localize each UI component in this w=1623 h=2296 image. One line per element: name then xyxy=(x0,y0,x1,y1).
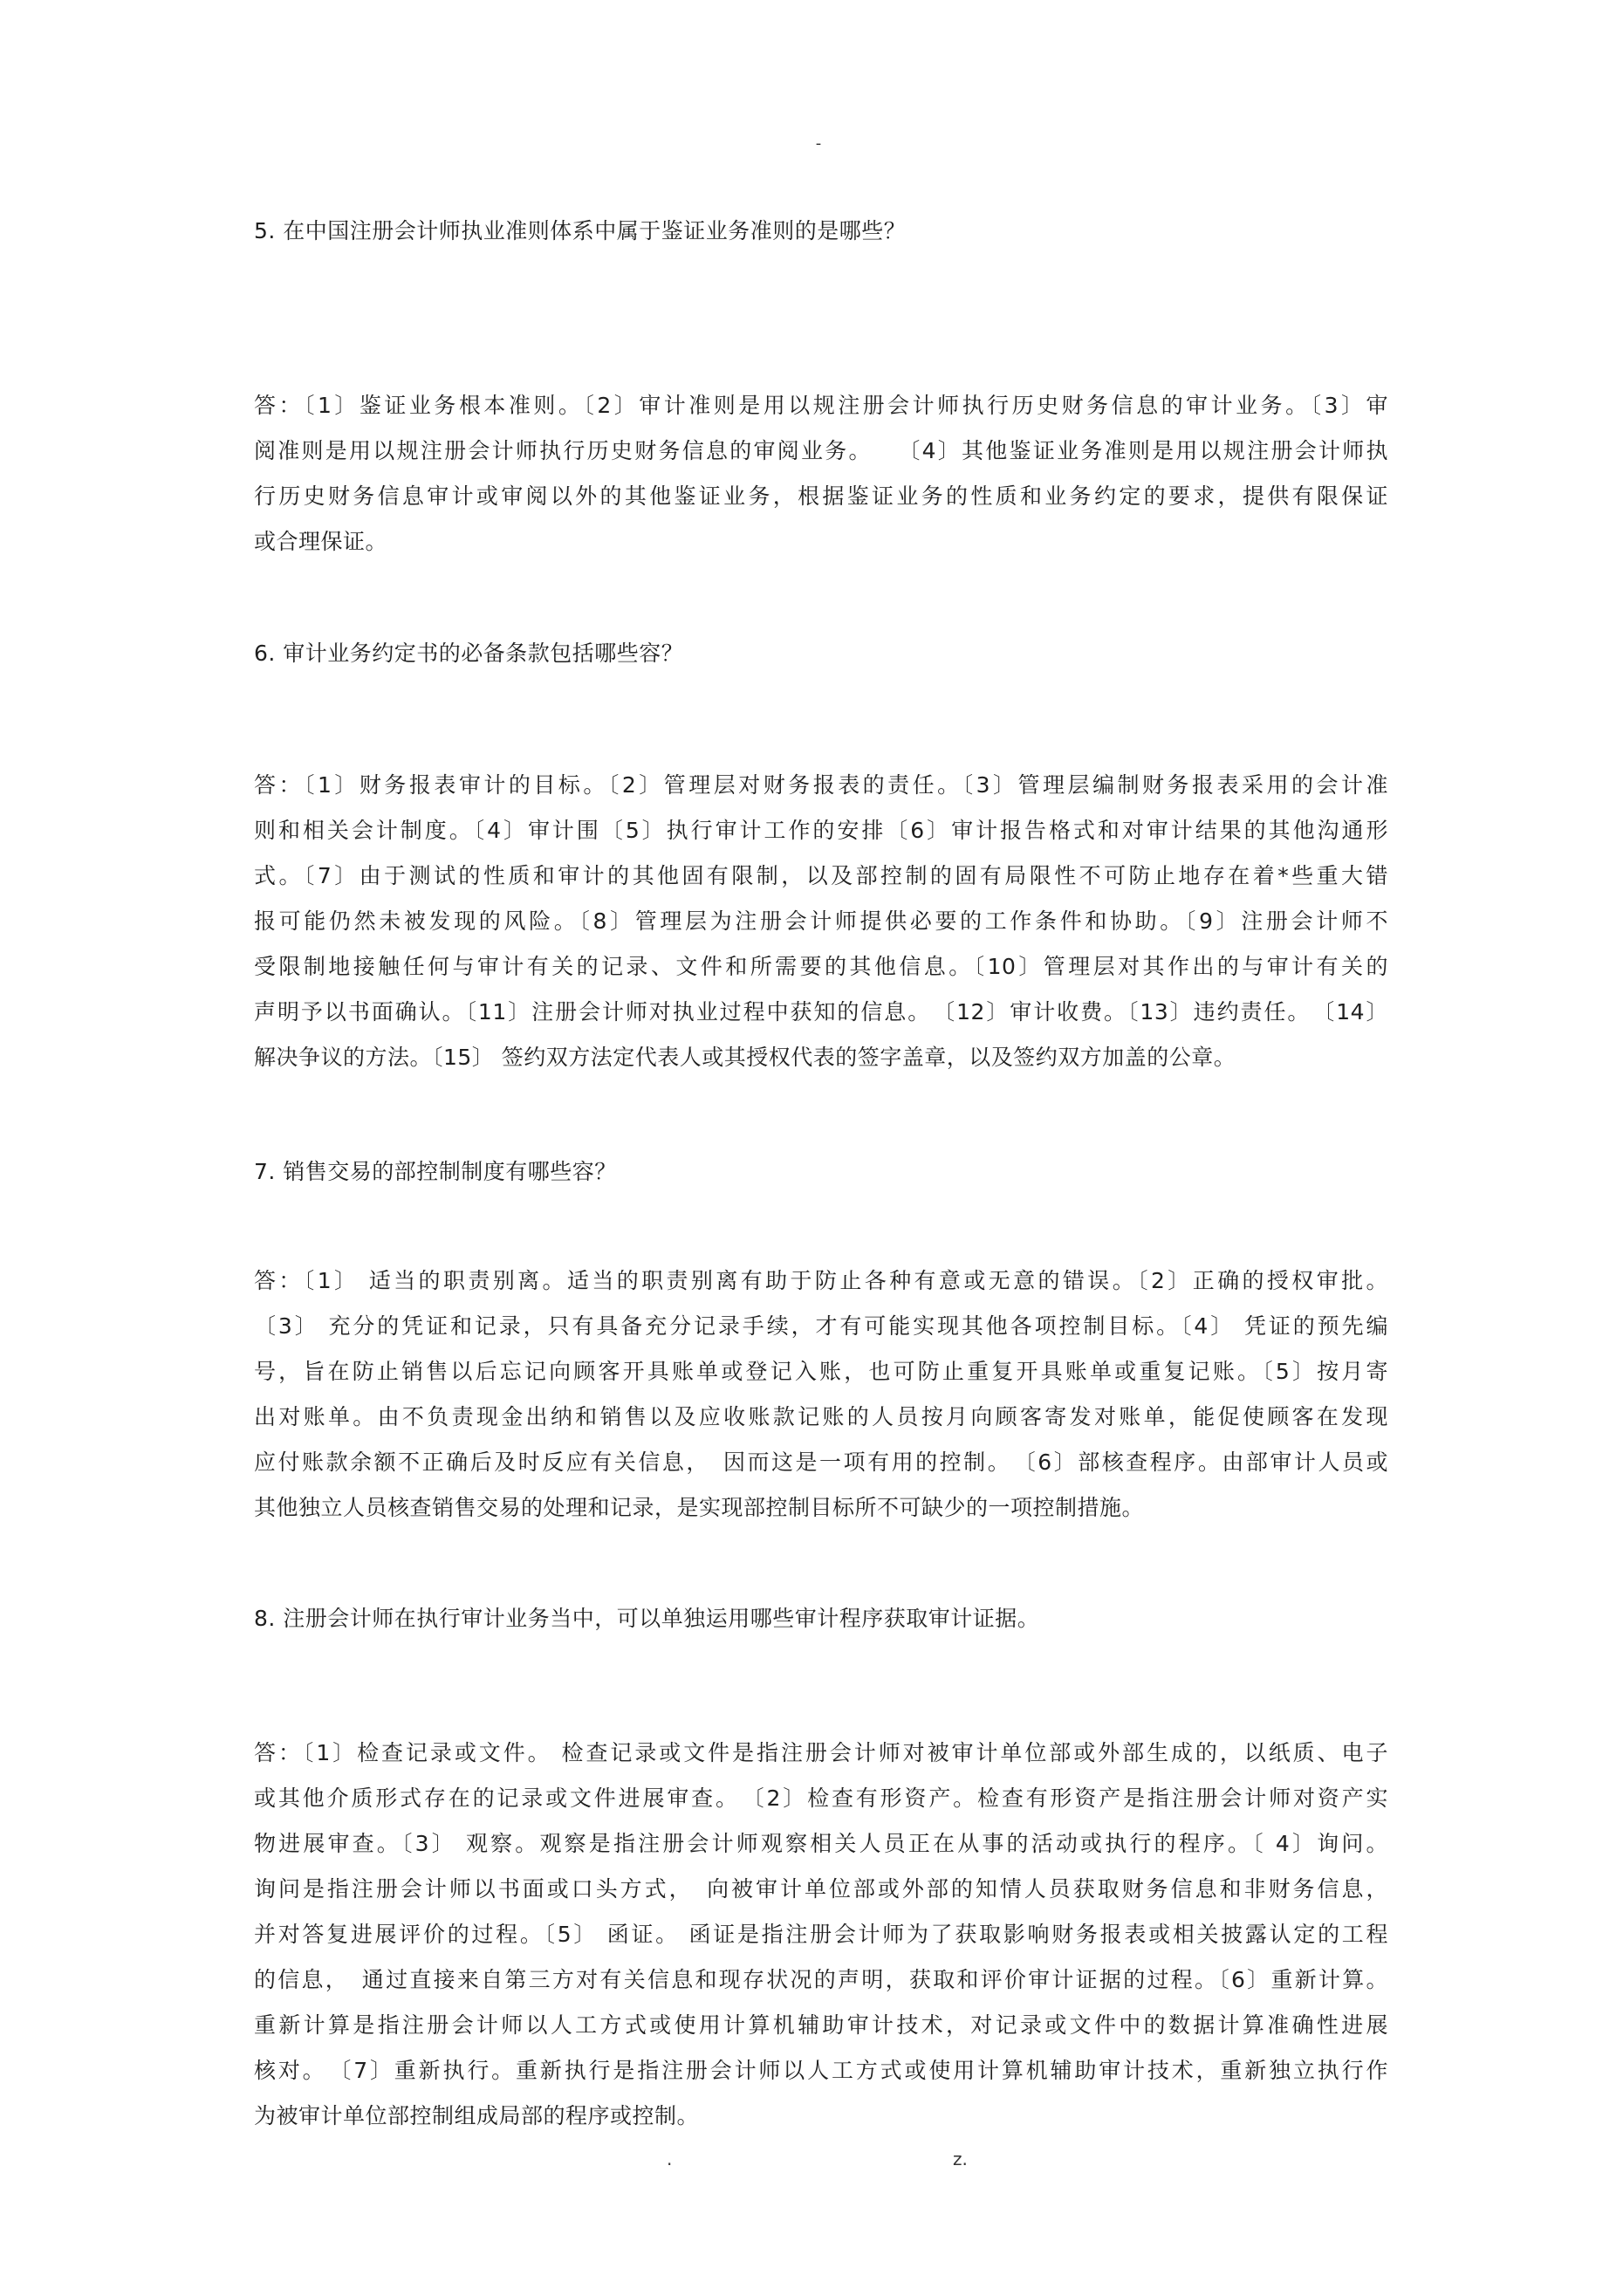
answer-6-line-7: 解决争议的方法。〔15〕 签约双方法定代表人或其授权代表的签字盖章，以及签约双方加盖的公章。 xyxy=(254,1045,1236,1070)
answer-8-line-9: 为被审计单位部控制组成局部的程序或控制。 xyxy=(254,2103,700,2128)
answer-5-line-2: 阅准则是用以规注册会计师执行历史财务信息的审阅业务。 〔4〕其他鉴证业务准则是用以规注册会计师执 xyxy=(254,438,1388,463)
answer-7-block xyxy=(254,1258,1388,1531)
question-6-block xyxy=(254,631,1388,676)
answer-5-line-3: 行历史财务信息审计或审阅以外的其他鉴证业务，根据鉴证业务的性质和业务约定的要求，提供有限保证 xyxy=(254,483,1388,509)
question-5: 5. 在中国注册会计师执业准则体系中属于鉴证业务准则的是哪些？ xyxy=(254,218,907,243)
answer-6-line-6: 声明予以书面确认。〔11〕注册会计师对执业过程中获知的信息。 〔12〕审计收费。〔13〕违约责任。 〔14〕 xyxy=(254,999,1388,1025)
question-5-block xyxy=(254,209,1388,254)
answer-5-line-1: 答：〔1〕鉴证业务根本准则。〔2〕审计准则是用以规注册会计师执行历史财务信息的审计业务。〔3〕审 xyxy=(254,393,1388,418)
answer-8-line-8: 核对。 〔7〕重新执行。重新执行是指注册会计师以人工方式或使用计算机辅助审计技术，重新独立执行作 xyxy=(254,2058,1388,2083)
answer-8-line-1: 答：〔1〕检查记录或文件。 检查记录或文件是指注册会计师对被审计单位部或外部生成的，以纸质、电子 xyxy=(254,1740,1388,1765)
answer-8-line-4: 询问是指注册会计师以书面或口头方式， 向被审计单位部或外部的知情人员获取财务信息和非财务信息， xyxy=(254,1876,1388,1902)
answer-6-line-2: 则和相关会计制度。〔4〕审计围〔5〕执行审计工作的安排〔6〕审计报告格式和对审计结果的其他沟通形 xyxy=(254,818,1388,843)
answer-7-line-6: 其他独立人员核查销售交易的处理和记录，是实现部控制目标所不可缺少的一项控制措施。 xyxy=(254,1495,1145,1520)
question-8: 8. 注册会计师在执行审计业务当中，可以单独运用哪些审计程序获取审计证据。 xyxy=(254,1606,1040,1631)
question-6: 6. 审计业务约定书的必备条款包括哪些容？ xyxy=(254,641,684,666)
answer-6-line-1: 答：〔1〕财务报表审计的目标。〔2〕管理层对财务报表的责任。〔3〕管理层编制财务报表采用的会计准 xyxy=(254,772,1388,798)
question-8-block xyxy=(254,1596,1388,1641)
answer-6-line-4: 报可能仍然未被发现的风险。〔8〕管理层为注册会计师提供必要的工作条件和协助。〔9〕注册会计师不 xyxy=(254,908,1388,934)
answer-8-line-5: 并对答复进展评价的过程。〔5〕 函证。 函证是指注册会计师为了获取影响财务报表或相关披露认定的工程 xyxy=(254,1922,1388,1947)
answer-6-block xyxy=(254,763,1388,1080)
answer-8-line-7: 重新计算是指注册会计师以人工方式或使用计算机辅助审计技术，对记录或文件中的数据计算准确性进展 xyxy=(254,2012,1388,2038)
answer-7-line-4: 出对账单。由不负责现金出纳和销售以及应收账款记账的人员按月向顾客寄发对账单，能促使顾客在发现 xyxy=(254,1404,1388,1429)
answer-8-line-3: 物进展审查。〔3〕 观察。观察是指注册会计师观察相关人员正在从事的活动或执行的程序。〔 4〕询问。 xyxy=(254,1831,1388,1856)
answer-8-block xyxy=(254,1731,1388,2139)
answer-6-line-5: 受限制地接触任何与审计有关的记录、文件和所需要的其他信息。〔10〕管理层对其作出的与审计有关的 xyxy=(254,954,1388,979)
header-mark: - xyxy=(815,134,822,153)
answer-8-line-6: 的信息， 通过直接来自第三方对有关信息和现存状况的声明，获取和评价审计证据的过程。〔6〕重新计算。 xyxy=(254,1967,1388,1992)
answer-7-line-2: 〔3〕 充分的凭证和记录，只有具备充分记录手续，才有可能实现其他各项控制目标。〔4〕 凭证的预先编 xyxy=(254,1313,1388,1339)
question-7-block xyxy=(254,1149,1388,1195)
footer-mark-right: z. xyxy=(953,2149,968,2169)
answer-8-line-2: 或其他介质形式存在的记录或文件进展审查。 〔2〕检查有形资产。检查有形资产是指注册会计师对资产实 xyxy=(254,1785,1388,1811)
answer-7-line-1: 答：〔1〕 适当的职责别离。适当的职责别离有助于防止各种有意或无意的错误。〔2〕正确的授权审批。 xyxy=(254,1268,1388,1293)
answer-7-line-5: 应付账款余额不正确后及时反应有关信息， 因而这是一项有用的控制。 〔6〕部核查程序。由部审计人员或 xyxy=(254,1450,1388,1475)
answer-7-line-3: 号，旨在防止销售以后忘记向顾客开具账单或登记入账，也可防止重复开具账单或重复记账。〔5〕按月寄 xyxy=(254,1359,1388,1384)
footer-mark-left: . xyxy=(667,2149,673,2169)
question-7: 7. 销售交易的部控制制度有哪些容？ xyxy=(254,1159,617,1184)
answer-5-line-4: 或合理保证。 xyxy=(254,529,388,554)
answer-5-block xyxy=(254,383,1388,565)
answer-6-line-3: 式。〔7〕由于测试的性质和审计的其他固有限制，以及部控制的固有局限性不可防止地存在着*些重大错 xyxy=(254,863,1388,888)
